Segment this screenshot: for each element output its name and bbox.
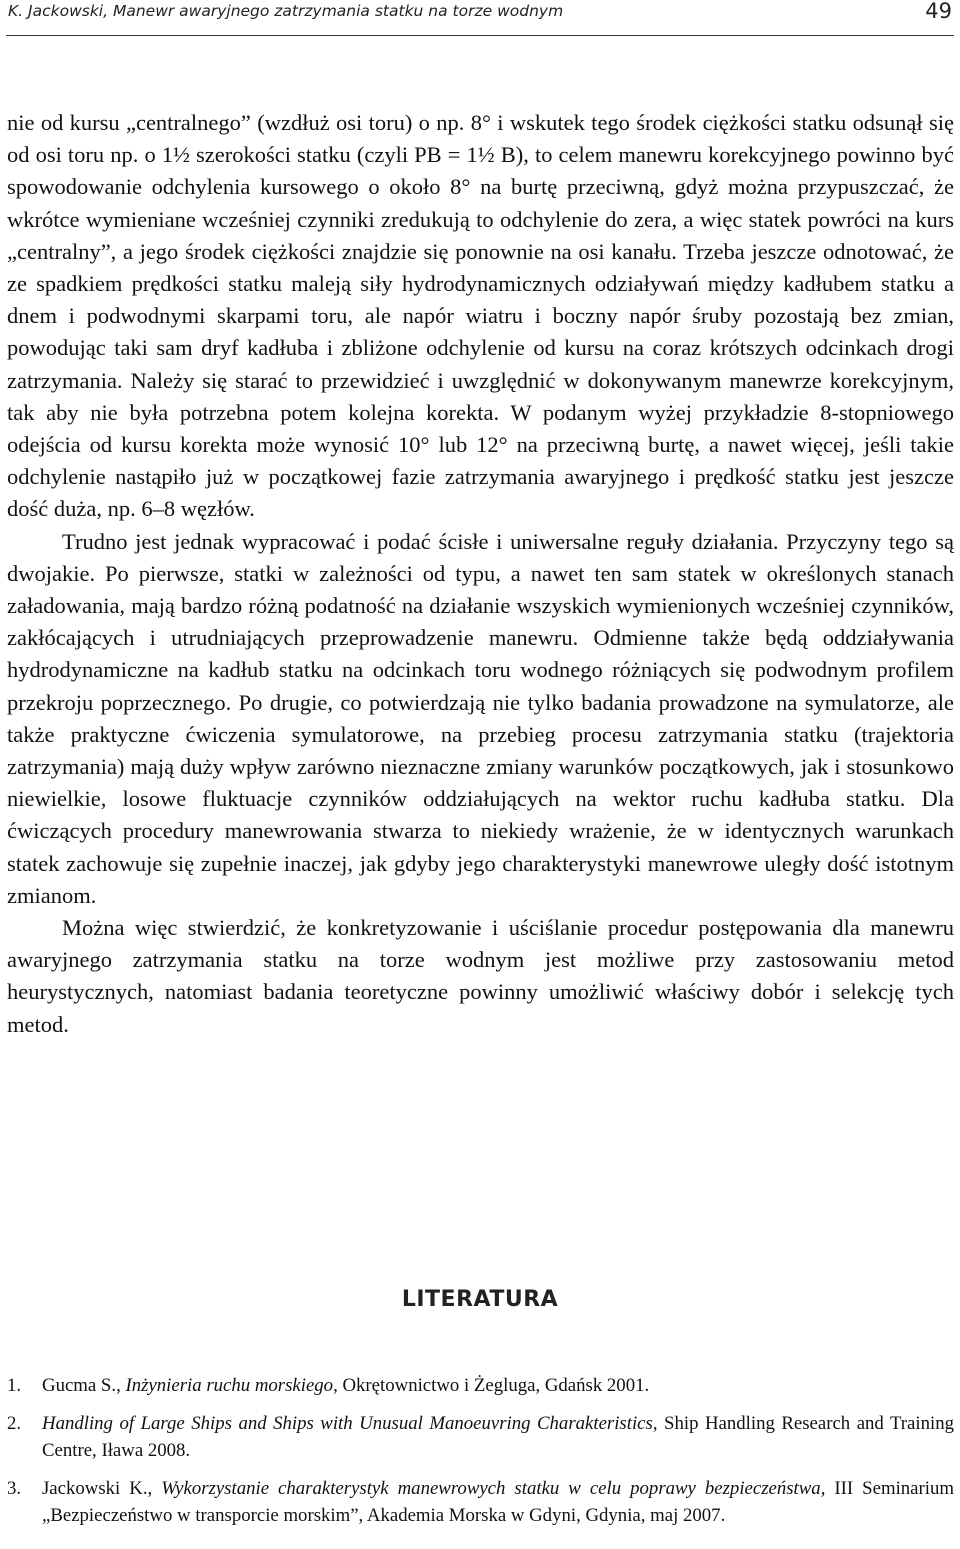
reference-publisher: , Ship Handling Research and Training Centre, Iława 2008.: [42, 1413, 954, 1461]
reference-publisher: Okrętownictwo i Żegluga, Gdańsk 2001.: [337, 1375, 650, 1396]
reference-number: 1.: [7, 1375, 22, 1396]
reference-item-2: [7, 1410, 954, 1464]
reference-title: Handling of Large Ships and Ships with Unusual Manoeuvring Charakteristics: [42, 1413, 653, 1434]
reference-title: Wykorzystanie charakterystyk manewrowych statku w celu poprawy bezpieczeństwa,: [161, 1478, 826, 1499]
reference-list: [7, 1372, 954, 1540]
reference-number: 3.: [7, 1478, 22, 1499]
running-header: [0, 0, 960, 30]
reference-item-3: [7, 1475, 954, 1529]
reference-number: 2.: [7, 1413, 22, 1434]
paragraph-1: nie od kursu „centralnego” (wzdłuż osi toru) o np. 8° i wskutek tego środek ciężkości statku odsunął się od osi toru np. o 1½ szerokości statku (czyli PB = 1½ B), to celem manewru korekcyjnego powinno być spowodowanie odchylenia kursowego o około 8° na burtę przeciwną, gdyż można przypuszczać, że wkrótce wymieniane wcześniej czynniki zredukują to odchylenie do zera, a więc statek powróci na kurs „centralny”, a jego środek ciężkości znajdzie się ponownie na osi kanału. Trzeba jeszcze odnotować, że ze spadkiem prędkości statku maleją siły hydrodynamicznych odziaływań między kadłubem statku a dnem i podwodnymi skarpami toru, ale napór wiatru i boczny napór śruby pozostają bez zmian, powodując taki sam dryf kadłuba i zbliżone odchylenie od kursu na coraz krótszych odcinkach drogi zatrzymania. Należy się starać to przewidzieć i uwzględnić w dokonywanym manewrze korekcyjnym, tak aby nie była potrzebna potem kolejna korekta. W podanym wyżej przykładzie 8-stopniowego odejścia od kursu korekta może wynosić 10° lub 12° na przeciwną burtę, a nawet więcej, jeśli takie odchylenie nastąpiło już w początkowej fazie zatrzymania awaryjnego i prędkość statku jest jeszcze dość duża, np. 6–8 węzłów.: [7, 110, 954, 522]
paragraph-3: Można więc stwierdzić, że konkretyzowanie i uściślanie procedur postępowania dla manewru awaryjnego zatrzymania statku na torze wodnym jest możliwe przy zastosowaniu metod heurystycznych, natomiast badania teoretyczne powinny umożliwić właściwy dobór i selekcję tych metod.: [7, 915, 954, 1037]
reference-item-1: [7, 1372, 954, 1399]
reference-title: Inżynieria ruchu morskiego,: [125, 1375, 338, 1396]
paragraph-2: Trudno jest jednak wypracować i podać ścisłe i uniwersalne reguły działania. Przyczyny tego są dwojakie. Po pierwsze, statki w zależności od typu, a nawet ten sam statek w określonych stanach załadowania, mają bardzo różną podatność na działanie wszyskich wymienionych wcześniej czynników, zakłócających i utrudniających przeprowadzenie manewru. Odmienne także będą oddziaływania hydrodynamiczne na kadłub statku na odcinkach toru wodnego różniących się podwodnym profilem przekroju poprzecznego. Po drugie, co potwierdzają nie tylko badania prowadzone na symulatorze, ale także praktyczne ćwiczenia symulatorowe, na przebieg procesu zatrzymania statku (trajektoria zatrzymania) mają duży wpływ zarówno nieznaczne zmiany warunków początkowych, jak i stosunkowo niewielkie, losowe fluktuacje czynników oddziałujących na wektor ruchu kadłuba statku. Dla ćwiczących procedury manewrowania stwarza to niekiedy wrażenie, że w identycznych warunkach statek zachowuje się zupełnie inaczej, jak gdyby jego charakterystyki manewrowe uległy dość istotnym zmianom.: [7, 528, 954, 908]
page-number: 49: [925, 0, 952, 23]
running-header-title: K. Jackowski, Manewr awaryjnego zatrzymania statku na torze wodnym: [8, 2, 564, 20]
reference-publisher: III Seminarium „Bezpieczeństwo w transporcie morskim”, Akademia Morska w Gdyni, Gdynia, maj 2007.: [42, 1478, 954, 1526]
reference-author: Gucma S.,: [42, 1375, 126, 1396]
header-divider: [6, 35, 954, 36]
section-heading-literatura: LITERATURA: [401, 1287, 559, 1312]
body-text: [7, 107, 954, 1041]
reference-author: Jackowski K.,: [42, 1478, 162, 1499]
